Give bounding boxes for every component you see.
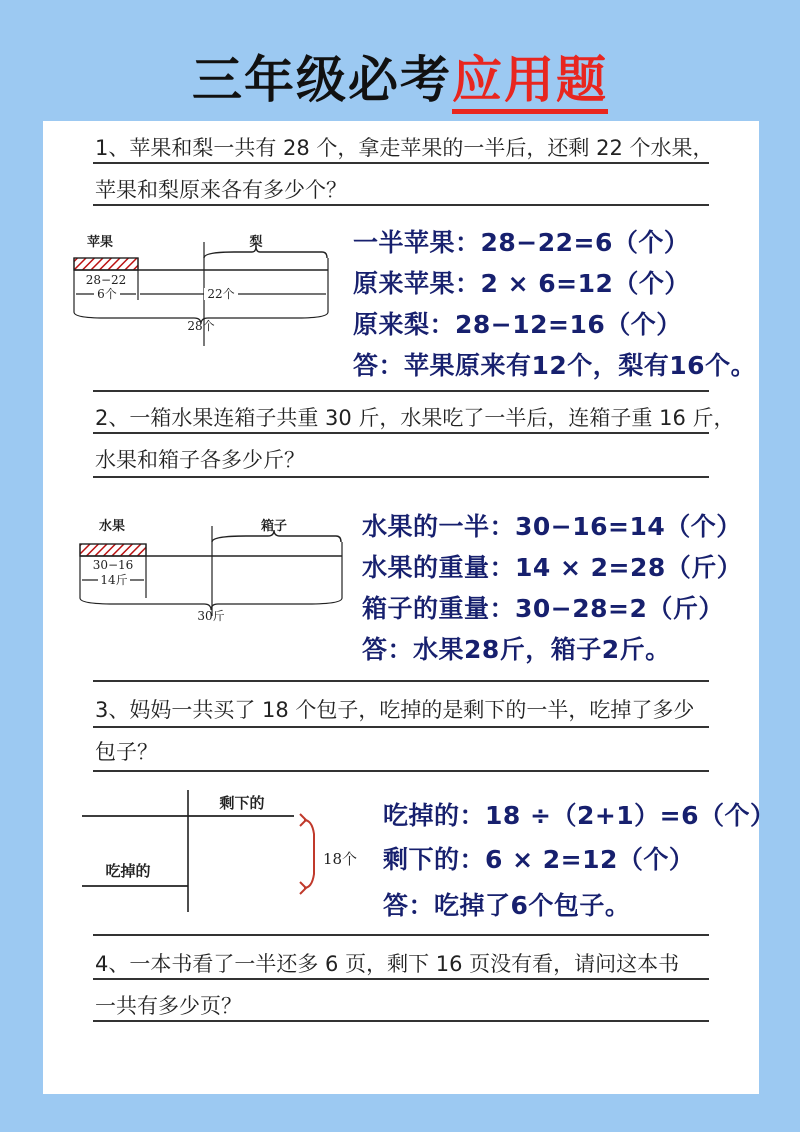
problem-4-line-2: 一共有多少页？ xyxy=(95,994,242,1018)
problem-3-answer-3: 答：吃掉了6个包子。 xyxy=(383,891,631,920)
diagram-3-label-eaten: 吃掉的 xyxy=(105,862,151,880)
problem-3-answer-2: 剩下的：6 × 2=12（个） xyxy=(383,845,695,874)
diagram-1-label-apple: 苹果 xyxy=(86,235,114,250)
problem-2-diagram xyxy=(70,512,360,630)
problem-2-answer-2: 水果的重量：14 × 2=28（斤） xyxy=(362,553,743,582)
diagram-2-part: 14斤 xyxy=(100,573,128,587)
problem-1-rule-1 xyxy=(93,162,709,164)
diagram-2-hatched-half xyxy=(80,544,146,556)
problem-1-answer-4: 答：苹果原来有12个，梨有16个。 xyxy=(353,351,757,380)
problem-3-answer-1: 吃掉的：18 ÷（2+1）=6（个） xyxy=(383,801,776,830)
diagram-1-expression: 28−22 xyxy=(85,273,127,287)
diagram-1-rest: 22个 xyxy=(207,287,235,301)
problem-2-answer-3: 箱子的重量：30−28=2（斤） xyxy=(362,594,724,623)
problem-4-line-1: 4、一本书看了一半还多 6 页，剩下 16 页没有看，请问这本书 xyxy=(95,952,680,976)
diagram-1-part: 6个 xyxy=(97,287,117,301)
diagram-2-expression: 30−16 xyxy=(92,558,134,572)
problem-2-rule-1 xyxy=(93,432,709,434)
diagram-2-label-box: 箱子 xyxy=(260,519,288,534)
problem-4-rule-1 xyxy=(93,978,709,980)
problem-2-line-2: 水果和箱子各多少斤？ xyxy=(95,448,305,472)
problem-3-rule-2 xyxy=(93,770,709,772)
page-title xyxy=(0,40,800,112)
problem-3-diagram xyxy=(78,786,378,916)
problem-1-line-2: 苹果和梨原来各有多少个？ xyxy=(95,178,347,202)
problem-1-answer-3: 原来梨：28−12=16（个） xyxy=(353,310,682,339)
diagram-3-label-remaining: 剩下的 xyxy=(219,794,265,812)
problem-2-answer-4: 答：水果28斤，箱子2斤。 xyxy=(362,635,671,664)
diagram-1-hatched-half xyxy=(74,258,138,270)
problem-4-rule-2 xyxy=(93,1020,709,1022)
problem-1-line-1: 1、苹果和梨一共有 28 个，拿走苹果的一半后，还剩 22 个水果， xyxy=(95,136,714,160)
problem-1-rule-2 xyxy=(93,204,709,206)
problem-3-rule-1 xyxy=(93,726,709,728)
problem-2-rule-2 xyxy=(93,476,709,478)
problem-3-rule-3 xyxy=(93,934,709,936)
problem-3-line-1: 3、妈妈一共买了 18 个包子，吃掉的是剩下的一半，吃掉了多少 xyxy=(95,698,695,722)
diagram-1-total: 28个 xyxy=(187,319,215,333)
problem-3-line-2: 包子？ xyxy=(95,740,158,764)
problem-1-rule-3 xyxy=(93,390,709,392)
diagram-2-total: 30斤 xyxy=(197,609,225,623)
problem-2-line-1: 2、一箱水果连箱子共重 30 斤，水果吃了一半后，连箱子重 16 斤， xyxy=(95,406,735,430)
problem-1-answer-1: 一半苹果：28−22=6（个） xyxy=(353,228,690,257)
diagram-1-label-pear: 梨 xyxy=(249,235,263,250)
title-main: 三年级必考 xyxy=(192,51,452,109)
problem-1-diagram xyxy=(64,228,344,350)
problem-1-answer-2: 原来苹果：2 × 6=12（个） xyxy=(353,269,690,298)
diagram-3-total: 18个 xyxy=(322,850,358,868)
problem-2-rule-3 xyxy=(93,680,709,682)
diagram-2-label-fruit: 水果 xyxy=(98,519,126,534)
title-highlight: 应用题 xyxy=(452,51,608,114)
problem-2-answer-1: 水果的一半：30−16=14（个） xyxy=(362,512,742,541)
